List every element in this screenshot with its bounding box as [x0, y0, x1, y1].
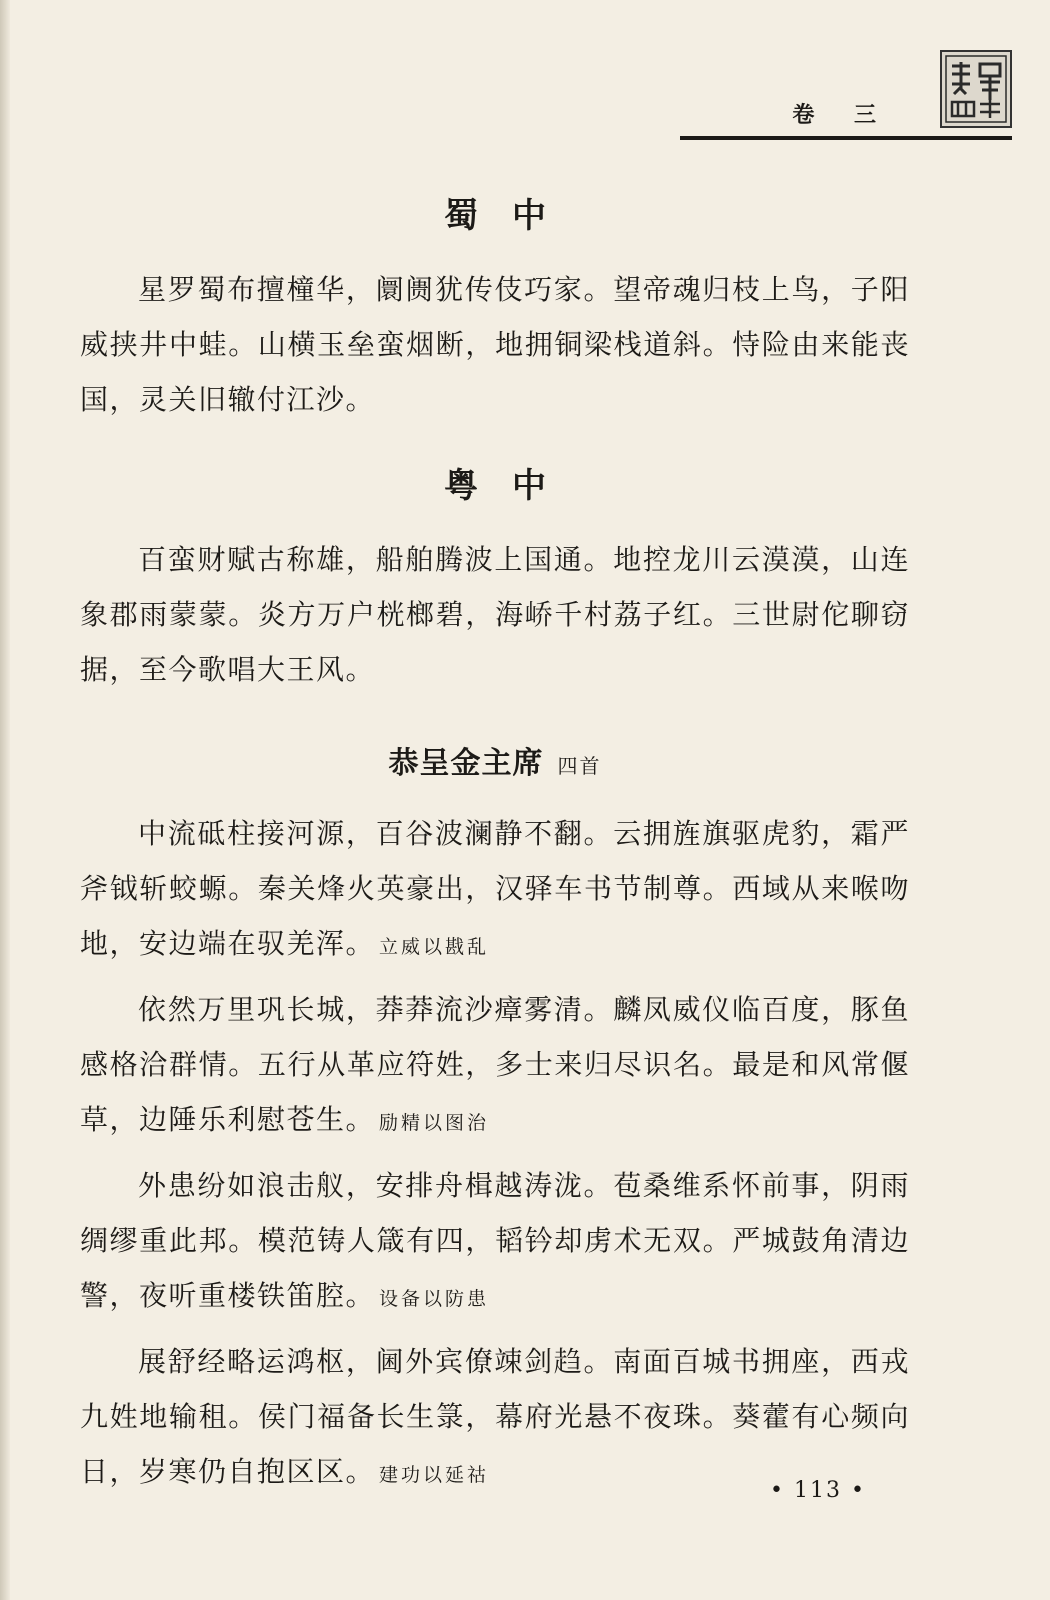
poem-title-yuezhong: 粤中 — [444, 466, 580, 506]
poem-title-main: 恭呈金主席 — [388, 746, 544, 781]
poem-body-shuzhong: 星罗蜀布擅橦华，阛阓犹传伎巧家。望帝魂归枝上鸟，子阳威挟井中蛙。山横玉垒蛮烟断，地拥铜梁栈道斜。恃险由来能丧国，灵关旧辙付江沙。 — [80, 273, 910, 416]
stanza-2 — [80, 982, 910, 1151]
poem-title-shuzhong: 蜀中 — [444, 196, 580, 236]
stanza-1-note: 立威以戡乱 — [379, 936, 490, 958]
header-rule — [680, 136, 1012, 140]
stanza-1-body: 中流砥柱接河源，百谷波澜静不翻。云拥旌旗驱虎豹，霜严斧钺斩蛟螈。秦关烽火英豪出，汉驿车书节制尊。西域从来喉吻地，安边端在驭羌浑。 — [80, 817, 910, 960]
poem-title-subtitle: 四首 — [557, 754, 602, 778]
stanza-3 — [80, 1158, 910, 1327]
page-number: • 113 • — [770, 1478, 866, 1503]
stanza-3-note: 设备以防患 — [379, 1288, 490, 1310]
stanza-1 — [80, 806, 910, 975]
running-header-section: 卷 三 — [792, 102, 892, 128]
seal-glyph-icon — [944, 54, 1008, 124]
stanza-2-body: 依然万里巩长城，莽莽流沙瘴雾清。麟凤威仪临百度，豚鱼感格洽群情。五行从革应符姓，多士来归尽识名。最是和风常偃草，边陲乐利慰苍生。 — [80, 993, 910, 1136]
page-gutter-shadow — [0, 0, 10, 1600]
stanza-4-note: 建功以延祜 — [379, 1464, 490, 1486]
poem-title-gongcheng — [80, 738, 910, 782]
stanza-3-body: 外患纷如浪击舣，安排舟楫越涛泷。苞桑维系怀前事，阴雨绸缪重此邦。模范铸人箴有四，韬钤却虏术无双。严城鼓角清边警，夜听重楼铁笛腔。 — [80, 1169, 910, 1312]
stanza-2-note: 励精以图治 — [379, 1112, 490, 1134]
seal-stamp-icon — [940, 50, 1012, 128]
poem-body-yuezhong: 百蛮财赋古称雄，船舶腾波上国通。地控龙川云漠漠，山连象郡雨蒙蒙。炎方万户桄榔碧，海峤千村荔子红。三世尉佗聊窃据，至今歌唱大王风。 — [80, 543, 910, 686]
stanza-4-body: 展舒经略运鸿枢，阃外宾僚竦剑趋。南面百城书拥座，西戎九姓地输租。侯门福备长生箓，幕府光悬不夜珠。葵藿有心频向日，岁寒仍自抱区区。 — [80, 1345, 910, 1488]
